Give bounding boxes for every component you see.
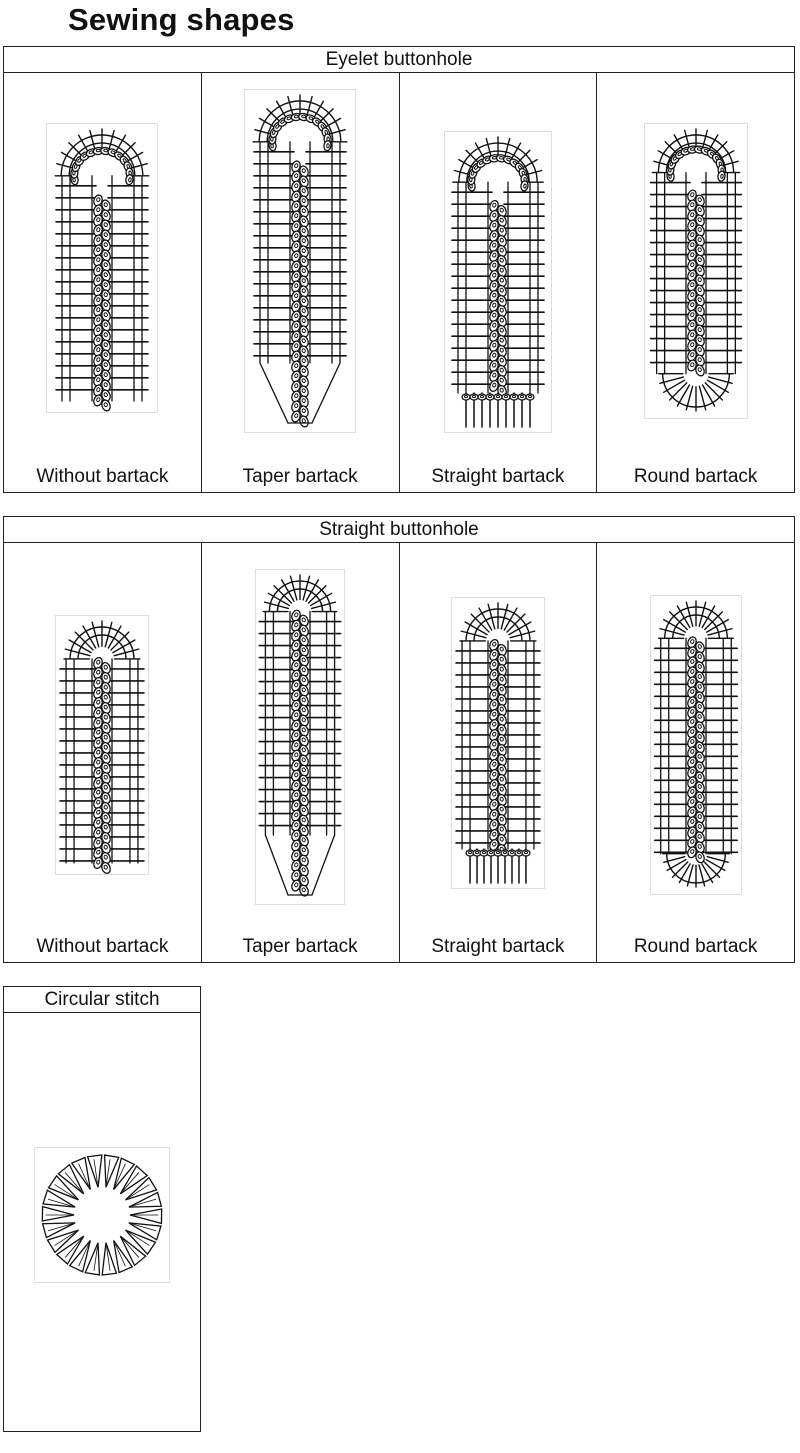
eyelet-straight-bartack-diagram <box>444 131 552 433</box>
eyelet-without-bartack-diagram <box>46 123 158 413</box>
section-header: Circular stitch <box>4 987 200 1013</box>
shape-caption: Round bartack <box>633 936 758 957</box>
eyelet-round-bartack-cell <box>597 73 794 492</box>
eyelet-without-bartack-cell <box>4 73 202 492</box>
straight-without-bartack-diagram <box>55 615 149 875</box>
shape-caption: Taper bartack <box>242 466 358 487</box>
straight-taper-bartack-diagram <box>255 569 345 905</box>
eyelet-round-bartack-diagram <box>644 123 748 419</box>
straight-round-bartack-cell <box>597 543 794 962</box>
section-header: Straight buttonhole <box>4 517 794 543</box>
straight-buttonhole-section <box>3 516 795 963</box>
straight-round-bartack-diagram <box>650 595 742 895</box>
shape-caption: Straight bartack <box>431 936 565 957</box>
shape-caption: Without bartack <box>36 466 169 487</box>
shape-caption: Round bartack <box>633 466 758 487</box>
shape-caption: Straight bartack <box>431 466 565 487</box>
eyelet-straight-bartack-cell <box>400 73 598 492</box>
eyelet-taper-bartack-cell <box>202 73 400 492</box>
circular-stitch-section <box>3 986 201 1432</box>
circular-stitch-diagram <box>34 1147 170 1283</box>
straight-taper-bartack-cell <box>202 543 400 962</box>
eyelet-taper-bartack-diagram <box>244 89 356 433</box>
circular-stitch-cell <box>4 1013 200 1431</box>
straight-without-bartack-cell <box>4 543 202 962</box>
straight-straight-bartack-diagram <box>451 597 545 889</box>
page-title: Sewing shapes <box>68 2 295 37</box>
straight-straight-bartack-cell <box>400 543 598 962</box>
eyelet-buttonhole-section <box>3 46 795 493</box>
shape-caption: Without bartack <box>36 936 169 957</box>
section-header: Eyelet buttonhole <box>4 47 794 73</box>
shape-caption: Taper bartack <box>242 936 358 957</box>
